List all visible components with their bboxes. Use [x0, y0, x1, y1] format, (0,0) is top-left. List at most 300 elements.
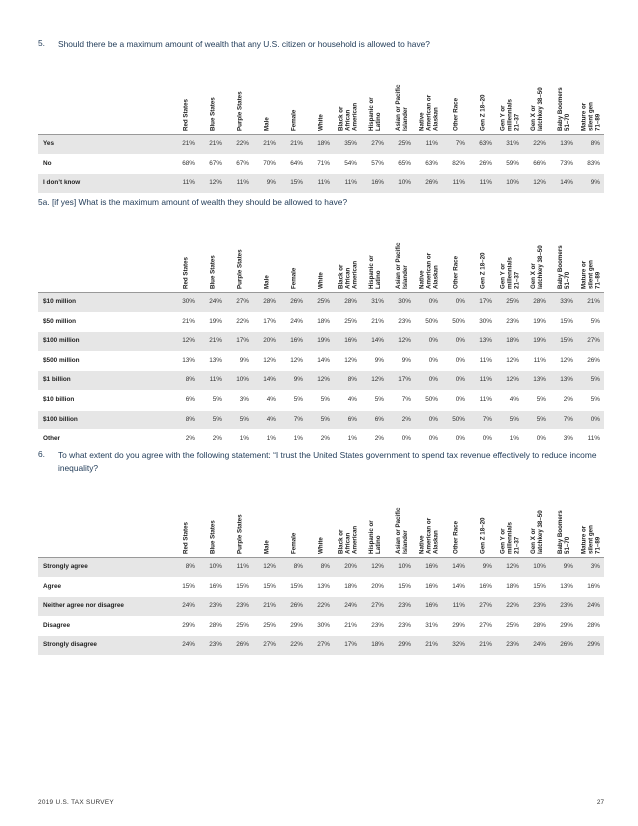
table-cell: 30%	[388, 293, 415, 313]
table-cell: 0%	[469, 430, 496, 450]
table-cell: 12%	[550, 351, 577, 371]
column-header-label: Blue States	[209, 97, 216, 131]
column-header-label: Black or African American	[337, 525, 358, 554]
table-cell: 6%	[172, 390, 199, 410]
table-cell: 13%	[172, 351, 199, 371]
row-label: $50 million	[38, 312, 172, 332]
table-cell: 14%	[253, 371, 280, 391]
column-header-label: Mature or silent gen 71–89	[580, 102, 601, 131]
table-cell: 2%	[361, 430, 388, 450]
table-cell: 11%	[577, 430, 604, 450]
table-cell: 28%	[253, 293, 280, 313]
table-cell: 15%	[523, 577, 550, 597]
table-cell: 27%	[253, 636, 280, 656]
table-cell: 24%	[172, 597, 199, 617]
table-cell: 17%	[469, 293, 496, 313]
table-cell: 32%	[442, 636, 469, 656]
table-cell: 11%	[442, 174, 469, 194]
table-cell: 13%	[307, 577, 334, 597]
table-cell: 21%	[415, 636, 442, 656]
footer-title: 2019 U.S. TAX SURVEY	[38, 799, 114, 806]
column-header	[253, 218, 280, 293]
table-cell: 22%	[496, 597, 523, 617]
table-cell: 29%	[550, 616, 577, 636]
column-header	[550, 60, 577, 135]
row-label: Agree	[38, 577, 172, 597]
column-header	[496, 60, 523, 135]
table-cell: 8%	[334, 371, 361, 391]
table-cell: 7%	[550, 410, 577, 430]
column-header	[172, 60, 199, 135]
table-cell: 24%	[280, 312, 307, 332]
column-header-label: Other Race	[452, 520, 459, 554]
row-label: Other	[38, 430, 172, 450]
question-5-table	[38, 60, 604, 194]
column-header	[496, 218, 523, 293]
table-cell: 7%	[388, 390, 415, 410]
table-cell: 22%	[226, 135, 253, 155]
table-cell: 31%	[415, 616, 442, 636]
column-header-label: Asian or Pacific Islander	[394, 507, 409, 554]
table-cell: 63%	[415, 154, 442, 174]
column-header-label: Mature or silent gen 71–89	[580, 260, 601, 289]
column-header-label: Hispanic or Latino	[367, 520, 382, 554]
table-cell: 15%	[550, 312, 577, 332]
table-cell: 5%	[577, 390, 604, 410]
table-cell: 18%	[307, 312, 334, 332]
table-cell: 13%	[523, 371, 550, 391]
column-header	[226, 483, 253, 558]
column-header-label: Gen Z 18–20	[479, 252, 486, 289]
table-cell: 10%	[496, 174, 523, 194]
table-cell: 23%	[496, 312, 523, 332]
table-cell: 18%	[496, 577, 523, 597]
table-cell: 59%	[496, 154, 523, 174]
column-header	[388, 60, 415, 135]
column-header	[307, 483, 334, 558]
table-cell: 16%	[199, 577, 226, 597]
table-cell: 25%	[334, 312, 361, 332]
table-cell: 19%	[523, 312, 550, 332]
table-row	[38, 351, 604, 371]
table-cell: 33%	[550, 293, 577, 313]
column-header-label: Male	[263, 540, 270, 554]
table-cell: 21%	[172, 135, 199, 155]
table-cell: 1%	[253, 430, 280, 450]
table-cell: 0%	[415, 332, 442, 352]
table-cell: 2%	[388, 410, 415, 430]
row-label-header	[38, 218, 172, 293]
row-label: $100 million	[38, 332, 172, 352]
table-row	[38, 636, 604, 656]
table-cell: 14%	[550, 174, 577, 194]
table-cell: 16%	[577, 577, 604, 597]
column-header-label: Gen X or latchkey 38–50	[529, 510, 544, 554]
column-header	[577, 483, 604, 558]
table-cell: 24%	[334, 597, 361, 617]
table-cell: 0%	[415, 293, 442, 313]
table-cell: 8%	[172, 410, 199, 430]
table-cell: 11%	[334, 174, 361, 194]
table-cell: 26%	[226, 636, 253, 656]
column-header-label: Hispanic or Latino	[367, 255, 382, 289]
column-header-label: Asian or Pacific Islander	[394, 242, 409, 289]
table-cell: 3%	[550, 430, 577, 450]
table-cell: 29%	[172, 616, 199, 636]
row-label: I don’t know	[38, 174, 172, 194]
column-header	[226, 218, 253, 293]
table-cell: 68%	[172, 154, 199, 174]
column-header	[442, 218, 469, 293]
table-row	[38, 597, 604, 617]
table-cell: 83%	[577, 154, 604, 174]
table-cell: 21%	[199, 332, 226, 352]
column-header-label: Female	[290, 109, 297, 131]
column-header	[415, 60, 442, 135]
table-cell: 14%	[442, 558, 469, 578]
column-header-label: Baby Boomers 51–70	[556, 245, 571, 289]
table-cell: 9%	[226, 351, 253, 371]
table-cell: 17%	[253, 312, 280, 332]
row-label: $100 billion	[38, 410, 172, 430]
table-cell: 27%	[226, 293, 253, 313]
table-cell: 20%	[361, 577, 388, 597]
column-header	[577, 218, 604, 293]
table-cell: 12%	[280, 351, 307, 371]
column-header-label: Black or African American	[337, 260, 358, 289]
table-cell: 10%	[523, 558, 550, 578]
table-cell: 12%	[253, 558, 280, 578]
column-header	[550, 483, 577, 558]
table-cell: 12%	[496, 371, 523, 391]
table-cell: 12%	[361, 371, 388, 391]
table-cell: 23%	[550, 597, 577, 617]
table-cell: 26%	[577, 351, 604, 371]
column-header-label: Gen Y or millennials 21–37	[499, 257, 520, 289]
table-cell: 5%	[577, 312, 604, 332]
table-cell: 0%	[442, 430, 469, 450]
table-cell: 5%	[226, 410, 253, 430]
table-cell: 65%	[388, 154, 415, 174]
table-cell: 1%	[334, 430, 361, 450]
table-cell: 25%	[307, 293, 334, 313]
table-cell: 23%	[388, 597, 415, 617]
column-header-label: Female	[290, 532, 297, 554]
column-header-label: Other Race	[452, 97, 459, 131]
column-header	[334, 218, 361, 293]
table-cell: 2%	[199, 430, 226, 450]
column-header-label: Hispanic or Latino	[367, 97, 382, 131]
table-cell: 0%	[415, 351, 442, 371]
column-header-label: Gen X or latchkey 38–50	[529, 87, 544, 131]
table-cell: 23%	[361, 616, 388, 636]
column-header-label: Purple States	[236, 91, 243, 131]
row-label: $10 billion	[38, 390, 172, 410]
table-cell: 19%	[523, 332, 550, 352]
table-cell: 0%	[415, 371, 442, 391]
column-header-label: Native American or Alaskan	[418, 252, 439, 289]
table-cell: 10%	[388, 174, 415, 194]
table-cell: 9%	[577, 174, 604, 194]
column-header-label: Blue States	[209, 520, 216, 554]
table-cell: 11%	[307, 174, 334, 194]
table-cell: 9%	[469, 558, 496, 578]
table-cell: 26%	[415, 174, 442, 194]
column-header-label: Red States	[182, 257, 189, 289]
table-cell: 9%	[550, 558, 577, 578]
table-cell: 13%	[199, 351, 226, 371]
column-header-label: Mature or silent gen 71–89	[580, 525, 601, 554]
table-cell: 21%	[577, 293, 604, 313]
table-cell: 7%	[280, 410, 307, 430]
column-header	[226, 60, 253, 135]
table-cell: 7%	[469, 410, 496, 430]
table-cell: 73%	[550, 154, 577, 174]
column-header-label: Native American or Alaskan	[418, 517, 439, 554]
table-cell: 21%	[172, 312, 199, 332]
table-cell: 13%	[550, 371, 577, 391]
table-row	[38, 558, 604, 578]
table-cell: 3%	[577, 558, 604, 578]
table-cell: 5%	[199, 410, 226, 430]
column-header	[361, 483, 388, 558]
column-header-label: Gen X or latchkey 38–50	[529, 245, 544, 289]
column-header	[577, 60, 604, 135]
column-header-label: Red States	[182, 522, 189, 554]
table-cell: 12%	[496, 351, 523, 371]
table-cell: 25%	[496, 616, 523, 636]
table-row	[38, 371, 604, 391]
table-row	[38, 135, 604, 155]
table-cell: 16%	[361, 174, 388, 194]
table-cell: 13%	[550, 577, 577, 597]
column-header	[415, 218, 442, 293]
table-cell: 28%	[199, 616, 226, 636]
table-row	[38, 332, 604, 352]
table-cell: 16%	[415, 577, 442, 597]
table-cell: 18%	[307, 135, 334, 155]
table-cell: 5%	[523, 410, 550, 430]
column-header	[253, 483, 280, 558]
table-cell: 4%	[496, 390, 523, 410]
table-cell: 11%	[469, 174, 496, 194]
table-cell: 15%	[253, 577, 280, 597]
table-cell: 2%	[172, 430, 199, 450]
column-header	[469, 218, 496, 293]
table-cell: 4%	[253, 410, 280, 430]
table-cell: 50%	[442, 312, 469, 332]
table-cell: 17%	[226, 332, 253, 352]
table-cell: 4%	[253, 390, 280, 410]
table-cell: 25%	[226, 616, 253, 636]
column-header	[388, 218, 415, 293]
table-cell: 7%	[442, 135, 469, 155]
table-cell: 0%	[442, 332, 469, 352]
table-cell: 11%	[469, 390, 496, 410]
table-cell: 26%	[280, 597, 307, 617]
table-cell: 21%	[199, 135, 226, 155]
table-cell: 8%	[307, 558, 334, 578]
table-row	[38, 293, 604, 313]
table-cell: 16%	[280, 332, 307, 352]
table-cell: 11%	[226, 558, 253, 578]
table-cell: 64%	[280, 154, 307, 174]
row-label-header	[38, 60, 172, 135]
column-header	[199, 218, 226, 293]
column-header	[496, 483, 523, 558]
table-cell: 21%	[280, 135, 307, 155]
table-cell: 21%	[361, 312, 388, 332]
table-row	[38, 616, 604, 636]
column-header-label: Gen Y or millennials 21–37	[499, 99, 520, 131]
table-cell: 15%	[280, 577, 307, 597]
column-header-label: Black or African American	[337, 102, 358, 131]
question-6-table	[38, 483, 604, 656]
table-cell: 26%	[469, 154, 496, 174]
column-header	[172, 218, 199, 293]
column-header	[172, 483, 199, 558]
column-header	[469, 60, 496, 135]
table-cell: 50%	[415, 390, 442, 410]
table-cell: 12%	[307, 371, 334, 391]
table-cell: 18%	[361, 636, 388, 656]
column-header-label: White	[317, 272, 324, 289]
table-cell: 29%	[577, 636, 604, 656]
table-cell: 10%	[226, 371, 253, 391]
table-row	[38, 430, 604, 450]
table-cell: 23%	[199, 597, 226, 617]
table-row	[38, 577, 604, 597]
question-text: Should there be a maximum amount of wealth that any U.S. citizen or household is allowed to have?	[58, 39, 430, 49]
table-cell: 57%	[361, 154, 388, 174]
table-cell: 12%	[523, 174, 550, 194]
table-cell: 26%	[550, 636, 577, 656]
table-cell: 11%	[469, 351, 496, 371]
column-header	[388, 483, 415, 558]
table-cell: 5%	[199, 390, 226, 410]
table-cell: 22%	[523, 135, 550, 155]
table-cell: 9%	[280, 371, 307, 391]
table-cell: 11%	[469, 371, 496, 391]
column-header-label: Gen Z 18–20	[479, 94, 486, 131]
column-header	[361, 218, 388, 293]
table-cell: 54%	[334, 154, 361, 174]
table-cell: 5%	[280, 390, 307, 410]
table-cell: 0%	[442, 293, 469, 313]
column-header-label: White	[317, 114, 324, 131]
table-cell: 82%	[442, 154, 469, 174]
table-cell: 8%	[172, 371, 199, 391]
table-cell: 5%	[523, 390, 550, 410]
table-cell: 0%	[523, 430, 550, 450]
table-cell: 17%	[388, 371, 415, 391]
column-header-label: Baby Boomers 51–70	[556, 510, 571, 554]
row-label: Neither agree nor disagree	[38, 597, 172, 617]
row-label: Strongly disagree	[38, 636, 172, 656]
table-cell: 30%	[469, 312, 496, 332]
table-cell: 50%	[415, 312, 442, 332]
column-header-label: Purple States	[236, 514, 243, 554]
column-header	[253, 60, 280, 135]
table-cell: 11%	[226, 174, 253, 194]
table-cell: 23%	[199, 636, 226, 656]
table-cell: 30%	[172, 293, 199, 313]
table-cell: 0%	[442, 390, 469, 410]
table-cell: 25%	[496, 293, 523, 313]
column-header-label: Gen Z 18–20	[479, 517, 486, 554]
table-cell: 8%	[280, 558, 307, 578]
column-header	[442, 483, 469, 558]
table-cell: 5%	[361, 390, 388, 410]
table-cell: 0%	[442, 351, 469, 371]
table-cell: 27%	[307, 636, 334, 656]
table-row	[38, 312, 604, 332]
row-label: Disagree	[38, 616, 172, 636]
table-cell: 8%	[172, 558, 199, 578]
column-header-label: Purple States	[236, 249, 243, 289]
table-cell: 28%	[523, 616, 550, 636]
column-header	[442, 60, 469, 135]
table-cell: 29%	[280, 616, 307, 636]
question-text: To what extent do you agree with the following statement: “I trust the United States government to spend tax revenue effectively to reduce income inequality?	[58, 450, 597, 473]
table-cell: 15%	[172, 577, 199, 597]
table-cell: 1%	[226, 430, 253, 450]
table-cell: 10%	[388, 558, 415, 578]
table-cell: 11%	[199, 371, 226, 391]
column-header	[469, 483, 496, 558]
table-cell: 16%	[334, 332, 361, 352]
table-cell: 25%	[253, 616, 280, 636]
column-header-label: Female	[290, 267, 297, 289]
column-header-label: Gen Y or millennials 21–37	[499, 522, 520, 554]
table-cell: 31%	[361, 293, 388, 313]
table-cell: 6%	[361, 410, 388, 430]
table-cell: 12%	[361, 558, 388, 578]
table-cell: 70%	[253, 154, 280, 174]
table-cell: 19%	[307, 332, 334, 352]
table-cell: 12%	[253, 351, 280, 371]
table-cell: 22%	[280, 636, 307, 656]
table-cell: 12%	[388, 332, 415, 352]
table-cell: 9%	[361, 351, 388, 371]
table-cell: 14%	[307, 351, 334, 371]
table-cell: 11%	[523, 351, 550, 371]
table-cell: 0%	[388, 430, 415, 450]
table-cell: 50%	[442, 410, 469, 430]
column-header-label: Baby Boomers 51–70	[556, 87, 571, 131]
table-cell: 15%	[550, 332, 577, 352]
column-header	[523, 483, 550, 558]
table-cell: 29%	[442, 616, 469, 636]
question-5a-table	[38, 218, 604, 450]
column-header	[523, 60, 550, 135]
table-cell: 18%	[334, 577, 361, 597]
table-cell: 28%	[577, 616, 604, 636]
table-cell: 1%	[496, 430, 523, 450]
column-header-label: Other Race	[452, 255, 459, 289]
row-label: $500 million	[38, 351, 172, 371]
table-cell: 67%	[199, 154, 226, 174]
row-label: $1 billion	[38, 371, 172, 391]
table-cell: 35%	[334, 135, 361, 155]
column-header-label: White	[317, 537, 324, 554]
column-header	[523, 218, 550, 293]
table-cell: 12%	[496, 558, 523, 578]
column-header	[199, 483, 226, 558]
column-header	[334, 60, 361, 135]
table-cell: 24%	[523, 636, 550, 656]
column-header	[199, 60, 226, 135]
